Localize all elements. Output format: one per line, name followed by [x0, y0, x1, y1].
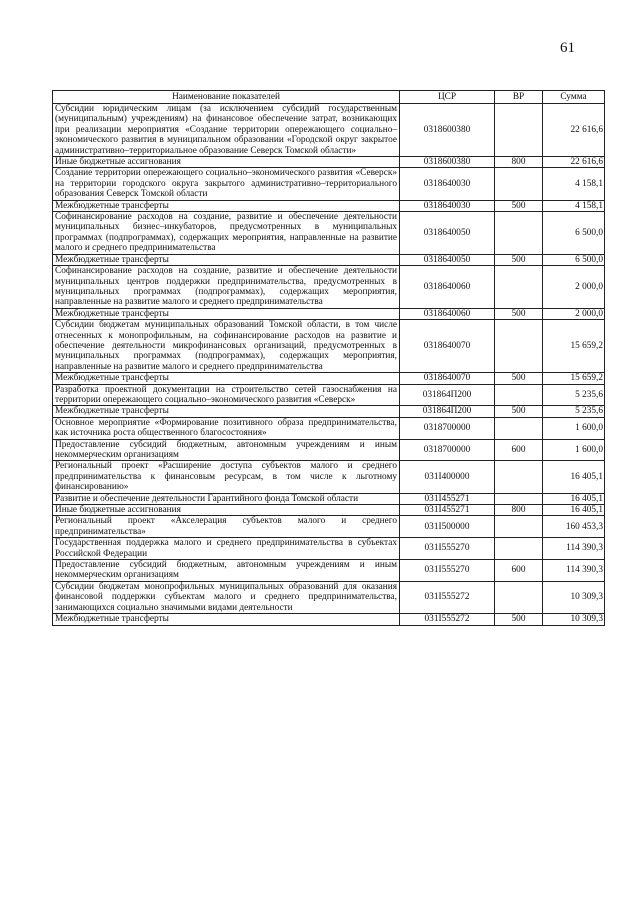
cell-sum: 160 453,3: [543, 516, 605, 538]
table-row: [53, 308, 605, 319]
cell-vr: 500: [495, 614, 543, 625]
table-row: [53, 505, 605, 516]
cell-csr: 0318640030: [400, 200, 495, 211]
table-row: [53, 104, 605, 157]
cell-name: Создание территории опережающего социально–экономического развития «Северск» на территории городского округа закрытого административно–территориального образования Северск Томской области: [53, 168, 400, 200]
cell-vr: 500: [495, 200, 543, 211]
cell-sum: 114 390,3: [543, 538, 605, 560]
cell-vr: 600: [495, 439, 543, 461]
cell-name: Иные бюджетные ассигнования: [53, 505, 400, 516]
cell-name: Основное мероприятие «Формирование позитивного образа предпринимательства, как источника роста общественного благосостояния»: [53, 417, 400, 439]
cell-csr: 0318640060: [400, 266, 495, 309]
cell-vr: [495, 266, 543, 309]
cell-name: Межбюджетные трансферты: [53, 373, 400, 384]
cell-csr: 0318640030: [400, 168, 495, 200]
table-body: [53, 104, 605, 626]
table-row: [53, 614, 605, 625]
table-row: [53, 516, 605, 538]
cell-name: Субсидии юридическим лицам (за исключением субсидий государственным (муниципальным) учреждениям) на финансовое обеспечение затрат, возникающих при реализации мероприятия «Создание территории опережающего социально–экономического развития в муниципальном образовании «Городской округ закрытое административно–территориальное образование Северск Томской области»: [53, 104, 400, 157]
cell-name: Региональный проект «Расширение доступа субъектов малого и среднего предпринимательства к финансовым ресурсам, в том числе к льготному финансированию»: [53, 461, 400, 493]
cell-name: Межбюджетные трансферты: [53, 614, 400, 625]
table-row: [53, 212, 605, 255]
cell-csr: 031864П200: [400, 384, 495, 406]
cell-csr: 031I555270: [400, 538, 495, 560]
table-row: [53, 560, 605, 582]
cell-sum: 1 600,0: [543, 417, 605, 439]
page-number: 61: [560, 40, 575, 56]
cell-sum: 5 235,6: [543, 406, 605, 417]
cell-csr: 031I400000: [400, 461, 495, 493]
table-row: [53, 439, 605, 461]
cell-csr: 031I455271: [400, 505, 495, 516]
table-row: [53, 168, 605, 200]
cell-csr: 0318640050: [400, 212, 495, 255]
cell-csr: 0318640060: [400, 308, 495, 319]
cell-csr: 0318640070: [400, 373, 495, 384]
cell-name: Субсидии бюджетам муниципальных образований Томской области, в том числе отнесенных к монопрофильным, на софинансирование расходов на развитие и обеспечение деятельности микрофинансовых организаций, предусмотренных в муниципальных программах (подпрограммах), содержащих мероприятия, направленные на развитие малого и среднего предпринимательства: [53, 320, 400, 373]
cell-name: Иные бюджетные ассигнования: [53, 157, 400, 168]
cell-vr: [495, 212, 543, 255]
cell-vr: [495, 104, 543, 157]
table-row: [53, 254, 605, 265]
cell-vr: [495, 493, 543, 504]
cell-name: Предоставление субсидий бюджетным, автономным учреждениям и иным некоммерческим организациям: [53, 560, 400, 582]
table-row: [53, 384, 605, 406]
cell-name: Субсидии бюджетам монопрофильных муниципальных образований для оказания финансовой поддержки субъектам малого и среднего предпринимательства, занимающихся социально значимыми видами деятельности: [53, 581, 400, 613]
cell-csr: 031I555272: [400, 581, 495, 613]
cell-csr: 0318640070: [400, 320, 495, 373]
cell-name: Развитие и обеспечение деятельности Гарантийного фонда Томской области: [53, 493, 400, 504]
cell-sum: 4 158,1: [543, 168, 605, 200]
cell-vr: [495, 516, 543, 538]
cell-csr: 031I500000: [400, 516, 495, 538]
cell-csr: 031I555272: [400, 614, 495, 625]
cell-csr: 031I455271: [400, 493, 495, 504]
table-row: [53, 417, 605, 439]
cell-sum: 10 309,3: [543, 614, 605, 625]
cell-name: Межбюджетные трансферты: [53, 406, 400, 417]
cell-sum: 2 000,0: [543, 308, 605, 319]
cell-sum: 16 405,1: [543, 505, 605, 516]
cell-vr: [495, 417, 543, 439]
cell-csr: 0318700000: [400, 417, 495, 439]
cell-vr: 500: [495, 308, 543, 319]
cell-sum: 16 405,1: [543, 461, 605, 493]
cell-vr: 500: [495, 406, 543, 417]
table-row: [53, 406, 605, 417]
cell-csr: 031864П200: [400, 406, 495, 417]
cell-csr: 031I555270: [400, 560, 495, 582]
budget-table: [52, 90, 605, 626]
cell-sum: 16 405,1: [543, 493, 605, 504]
cell-name: Разработка проектной документации на строительство сетей газоснабжения на территории опережающего социально–экономического развития «Северск»: [53, 384, 400, 406]
cell-vr: 800: [495, 157, 543, 168]
table-row: [53, 157, 605, 168]
cell-csr: 0318700000: [400, 439, 495, 461]
cell-name: Межбюджетные трансферты: [53, 308, 400, 319]
cell-sum: 5 235,6: [543, 384, 605, 406]
cell-name: Софинансирование расходов на создание, развитие и обеспечение деятельности муниципальных бизнес–инкубаторов, предусмотренных в муниципальных программах (подпрограммах), содержащих мероприятия, направленные на развитие малого и среднего предпринимательства: [53, 212, 400, 255]
cell-vr: [495, 384, 543, 406]
cell-name: Предоставление субсидий бюджетным, автономным учреждениям и иным некоммерческим организациям: [53, 439, 400, 461]
cell-name: Межбюджетные трансферты: [53, 200, 400, 211]
cell-sum: 15 659,2: [543, 320, 605, 373]
cell-sum: 2 000,0: [543, 266, 605, 309]
table-row: [53, 493, 605, 504]
cell-sum: 114 390,3: [543, 560, 605, 582]
cell-name: Региональный проект «Акселерация субъектов малого и среднего предпринимательства»: [53, 516, 400, 538]
cell-csr: 0318640050: [400, 254, 495, 265]
cell-vr: 800: [495, 505, 543, 516]
table-row: [53, 461, 605, 493]
cell-vr: 500: [495, 254, 543, 265]
table-row: [53, 320, 605, 373]
header-sum: Сумма: [543, 91, 605, 104]
cell-csr: 0318600380: [400, 104, 495, 157]
cell-vr: [495, 538, 543, 560]
header-csr: ЦСР: [400, 91, 495, 104]
table-row: [53, 538, 605, 560]
cell-vr: [495, 581, 543, 613]
cell-csr: 0318600380: [400, 157, 495, 168]
cell-sum: 6 500,0: [543, 254, 605, 265]
cell-name: Софинансирование расходов на создание, развитие и обеспечение деятельности муниципальных центров поддержки предпринимательства, предусмотренных в муниципальных программах (подпрограммах), содержащих мероприятия, направленные на развитие малого и среднего предпринимательства: [53, 266, 400, 309]
cell-sum: 22 616,6: [543, 104, 605, 157]
table-header-row: [53, 91, 605, 104]
cell-vr: [495, 168, 543, 200]
cell-vr: 500: [495, 373, 543, 384]
header-name: Наименование показателей: [53, 91, 400, 104]
table-row: [53, 581, 605, 613]
cell-sum: 15 659,2: [543, 373, 605, 384]
cell-name: Государственная поддержка малого и среднего предпринимательства в субъектах Российской Федерации: [53, 538, 400, 560]
cell-vr: 600: [495, 560, 543, 582]
table-row: [53, 200, 605, 211]
cell-sum: 1 600,0: [543, 439, 605, 461]
table-row: [53, 266, 605, 309]
cell-sum: 10 309,3: [543, 581, 605, 613]
cell-sum: 22 616,6: [543, 157, 605, 168]
cell-sum: 4 158,1: [543, 200, 605, 211]
cell-vr: [495, 320, 543, 373]
cell-vr: [495, 461, 543, 493]
header-vr: ВР: [495, 91, 543, 104]
cell-sum: 6 500,0: [543, 212, 605, 255]
cell-name: Межбюджетные трансферты: [53, 254, 400, 265]
table-row: [53, 373, 605, 384]
